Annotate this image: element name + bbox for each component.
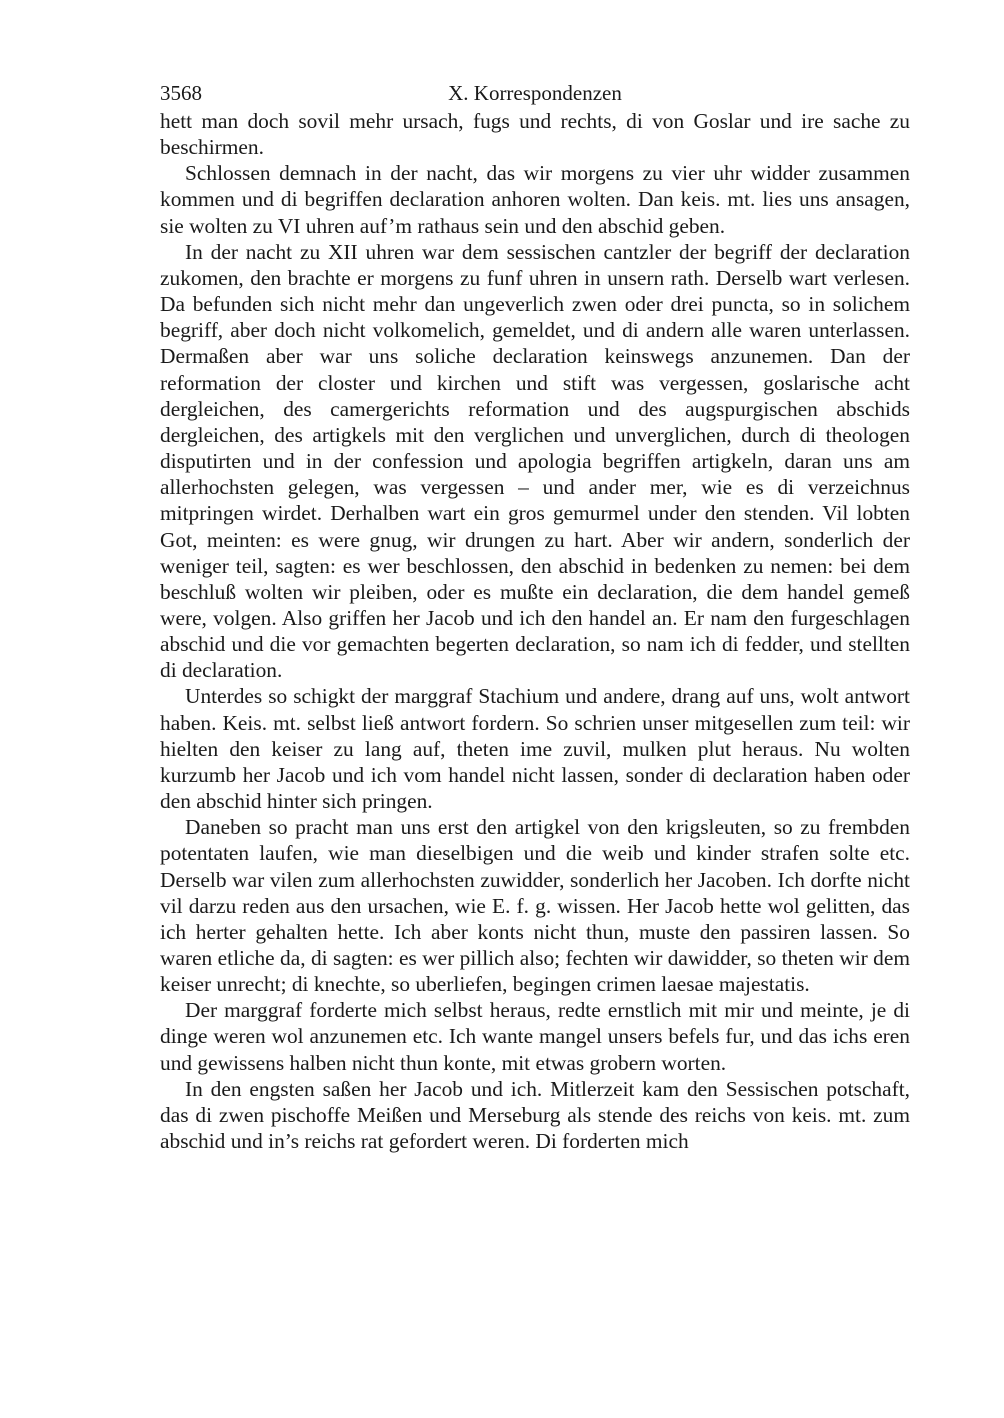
paragraph: Der marggraf forderte mich selbst heraus, redte ernstlich mit mir und meinte, je di dinge weren wol anzunemen etc. Ich wante mangel unsers befels fur, und das ichs eren und gewissens halben nicht thun konte, mit etwas grobern worten.	[160, 998, 910, 1075]
paragraph: In der nacht zu XII uhren war dem sessischen cantzler der begriff der declaration zukomen, den brachte er morgens zu funf uhren in unsern rath. Derselb wart verlesen. Da befunden sich nicht mehr dan ungeverlich zwen oder drei puncta, so in solichem begriff, aber doch nicht volkomelich, gemeldet, und di andern alle waren unterlassen. Dermaßen aber war uns soliche declaration keinswegs anzunemen. Dan der reformation der closter und kirchen und stift was vergessen, goslarische acht dergleichen, des camergerichts reformation und des augspurgischen abschids dergleichen, des artigkels mit den verglichen und unverglichen, durch di theologen disputirten und in der confession und apologia begriffen artigkeln, daran uns am allerhochsten gelegen, was vergessen – und ander mer, wie es di verzeichnus mitpringen wirdet. Derhalben wart ein gros gemurmel under den stenden. Vil lobten Got, meinten: es were gnug, wir drungen zu hart. Aber wir andern, sonderlich der weniger teil, sagten: es wer beschlossen, den abschid in bedenken zu nemen: bei dem beschluß wolten wir pleiben, oder es mußte ein declaration, die dem handel gemeß were, volgen. Also griffen her Jacob und ich den handel an. Er nam den furgeschlagen abschid und die vor gemachten begerten declaration, so nam ich di fedder, und stellten di declaration.	[160, 239, 910, 683]
paragraph: Schlossen demnach in der nacht, das wir morgens zu vier uhr widder zusammen kommen und di begriffen declaration anhoren wolten. Dan keis. mt. lies uns ansagen, sie wolten zu VI uhren auf’m rathaus sein und den abschid geben.	[160, 161, 910, 238]
paragraph: Daneben so pracht man uns erst den artigkel von den krigsleuten, so zu frembden potentaten laufen, wie man dieselbigen und die weib und kinder strafen solte etc. Derselb war vilen zum allerhochsten zuwidder, sonderlich her Jacoben. Ich dorfte nicht vil darzu reden aus den ursachen, wie E. f. g. wissen. Her Jacob hette wol gelitten, das ich herter gehalten hette. Ich aber konts nicht thun, muste den passiren lassen. So waren etliche da, di sagten: es wer pillich also; fechten wir dawidder, so theten wir dem keiser unrecht; di knechte, so uberliefen, begingen crimen laesae majestatis.	[160, 815, 910, 997]
running-head	[160, 78, 910, 108]
body-text	[160, 108, 910, 1154]
document-page	[160, 78, 910, 1154]
paragraph: In den engsten saßen her Jacob und ich. Mitlerzeit kam den Sessischen potschaft, das di zwen pischoffe Meißen und Merseburg als stende des reichs von keis. mt. zum abschid und in’s reichs rat gefordert weren. Di forderten mich	[160, 1076, 910, 1154]
paragraph-continuation: hett man doch sovil mehr ursach, fugs und rechts, di von Goslar und ire sache zu beschirmen.	[160, 109, 910, 160]
page-number: 3568	[160, 81, 202, 105]
running-title: X. Korrespondenzen	[448, 81, 622, 105]
paragraph: Unterdes so schigkt der marggraf Stachium und andere, drang auf uns, wolt antwort haben. Keis. mt. selbst ließ antwort fordern. So schrien unser mitgesellen zum teil: wir hielten den keiser zu lang auf, theten ime zuvil, mulken plut heraus. Nu wolten kurzumb her Jacob und ich vom handel nicht lassen, sonder di declaration haben oder den abschid hinter sich pringen.	[160, 684, 910, 814]
